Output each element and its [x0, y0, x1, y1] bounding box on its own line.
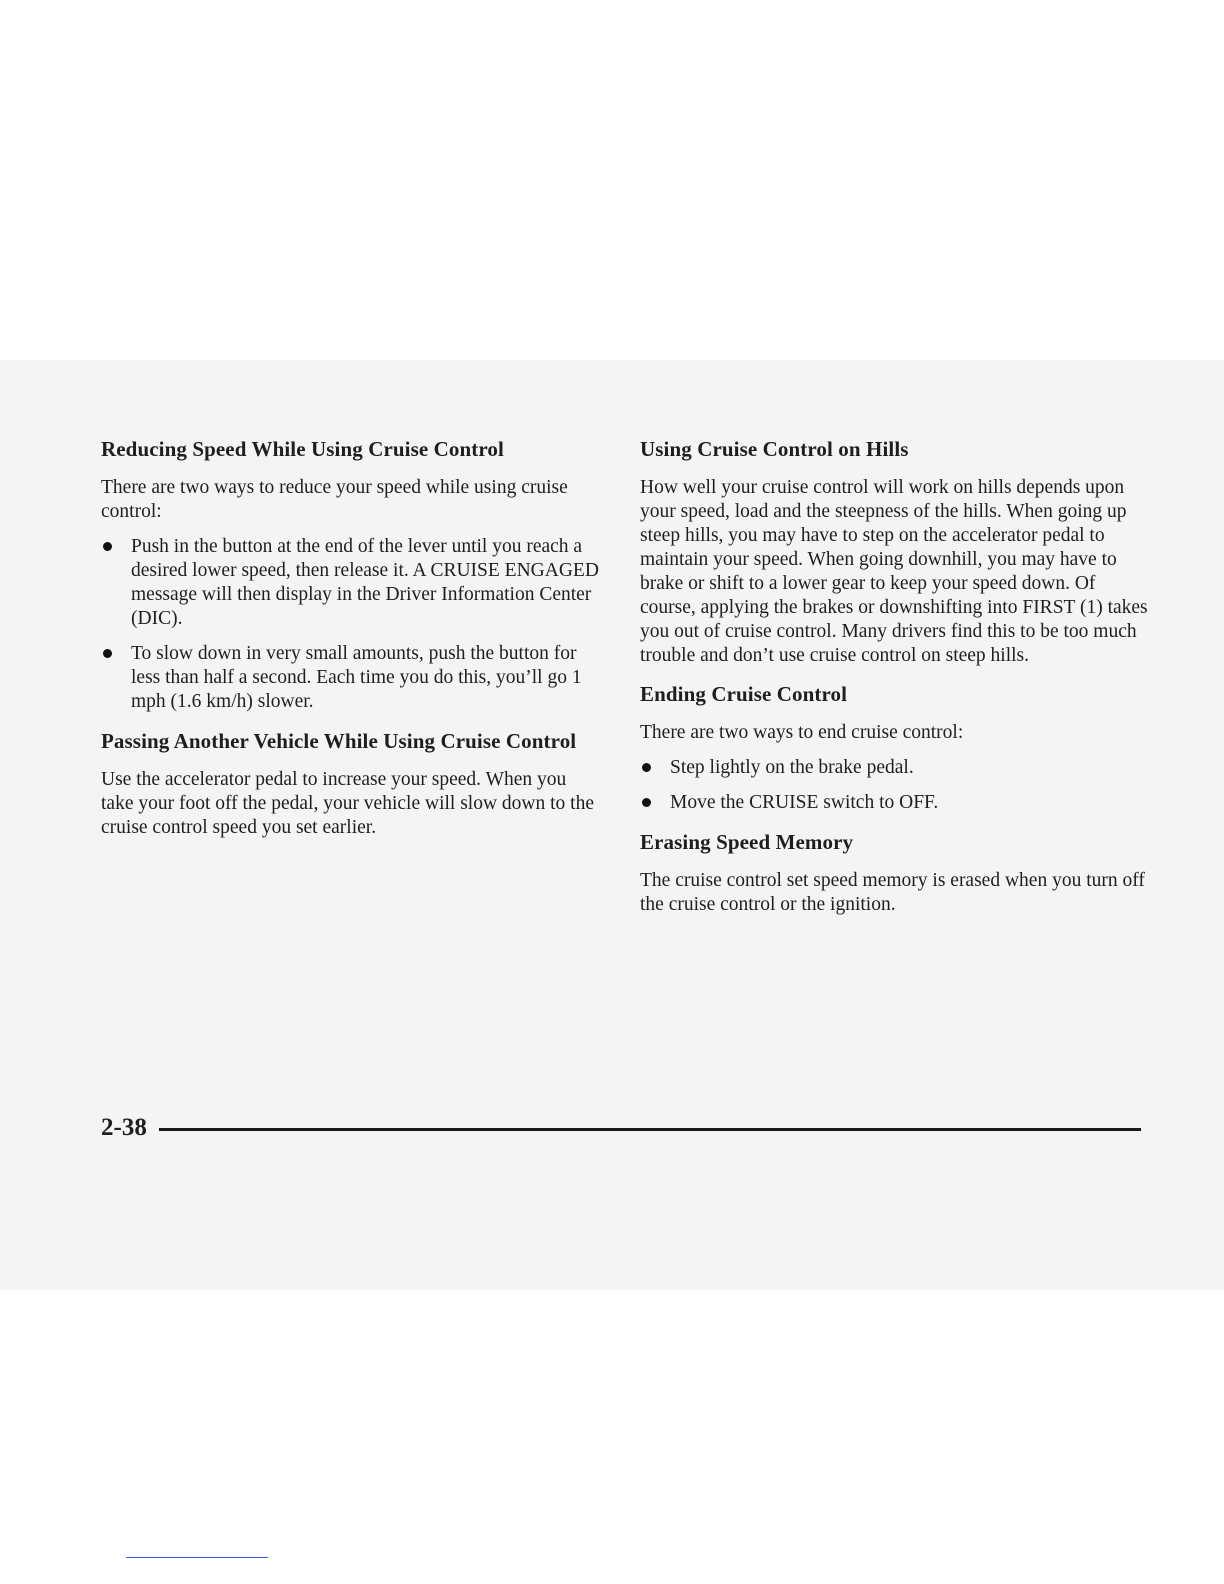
- reducing-speed-list: [101, 535, 601, 714]
- list-item-text: Move the CRUISE switch to OFF.: [670, 792, 939, 813]
- list-item: [101, 535, 601, 631]
- page-footer: [101, 1111, 1141, 1147]
- section-heading-ending-cruise: Ending Cruise Control: [640, 682, 848, 706]
- bullet-icon: [103, 542, 112, 551]
- page-number: 2-38: [101, 1114, 147, 1141]
- bullet-icon: [642, 798, 651, 807]
- list-item: [640, 756, 1152, 780]
- footer-rule: [159, 1128, 1141, 1131]
- list-item-text: Push in the button at the end of the lever until you reach a desired lower speed, then release it. A CRUISE ENGAGED message will then display in the Driver Information Center (DIC).: [131, 536, 599, 629]
- section-heading-erasing-memory: Erasing Speed Memory: [640, 830, 854, 854]
- bullet-icon: [642, 763, 651, 772]
- list-item: [640, 791, 1152, 815]
- section-heading-hills: Using Cruise Control on Hills: [640, 437, 909, 461]
- section-heading-reducing-speed: Reducing Speed While Using Cruise Control: [101, 437, 504, 461]
- passing-vehicle-body: Use the accelerator pedal to increase your speed. When you take your foot off the pedal, your vehicle will slow down to the cruise control speed you set earlier.: [101, 769, 594, 838]
- left-column: [101, 434, 601, 851]
- hills-body: How well your cruise control will work on hills depends upon your speed, load and the steepness of the hills. When going up steep hills, you may have to step on the accelerator pedal to maintain your speed. When going downhill, you may have to brake or shift to a lower gear to keep your speed down. Of course, applying the brakes or downshifting into FIRST (1) takes you out of cruise control. Many drivers find this to be too much trouble and don’t use cruise control on steep hills.: [640, 477, 1148, 666]
- bullet-icon: [103, 649, 112, 658]
- list-item: [101, 642, 601, 714]
- erasing-memory-body: The cruise control set speed memory is erased when you turn off the cruise control or the ignition.: [640, 870, 1145, 915]
- list-item-text: To slow down in very small amounts, push the button for less than half a second. Each time you do this, you’ll go 1 mph (1.6 km/h) slower.: [131, 643, 582, 712]
- right-column: [640, 434, 1152, 928]
- list-item-text: Step lightly on the brake pedal.: [670, 757, 914, 778]
- bottom-link-underline: [126, 1557, 268, 1558]
- ending-cruise-list: [640, 756, 1152, 815]
- ending-cruise-intro: There are two ways to end cruise control:: [640, 722, 964, 743]
- reducing-speed-intro: There are two ways to reduce your speed while using cruise control:: [101, 477, 568, 522]
- section-heading-passing-vehicle: Passing Another Vehicle While Using Cruise Control: [101, 729, 577, 753]
